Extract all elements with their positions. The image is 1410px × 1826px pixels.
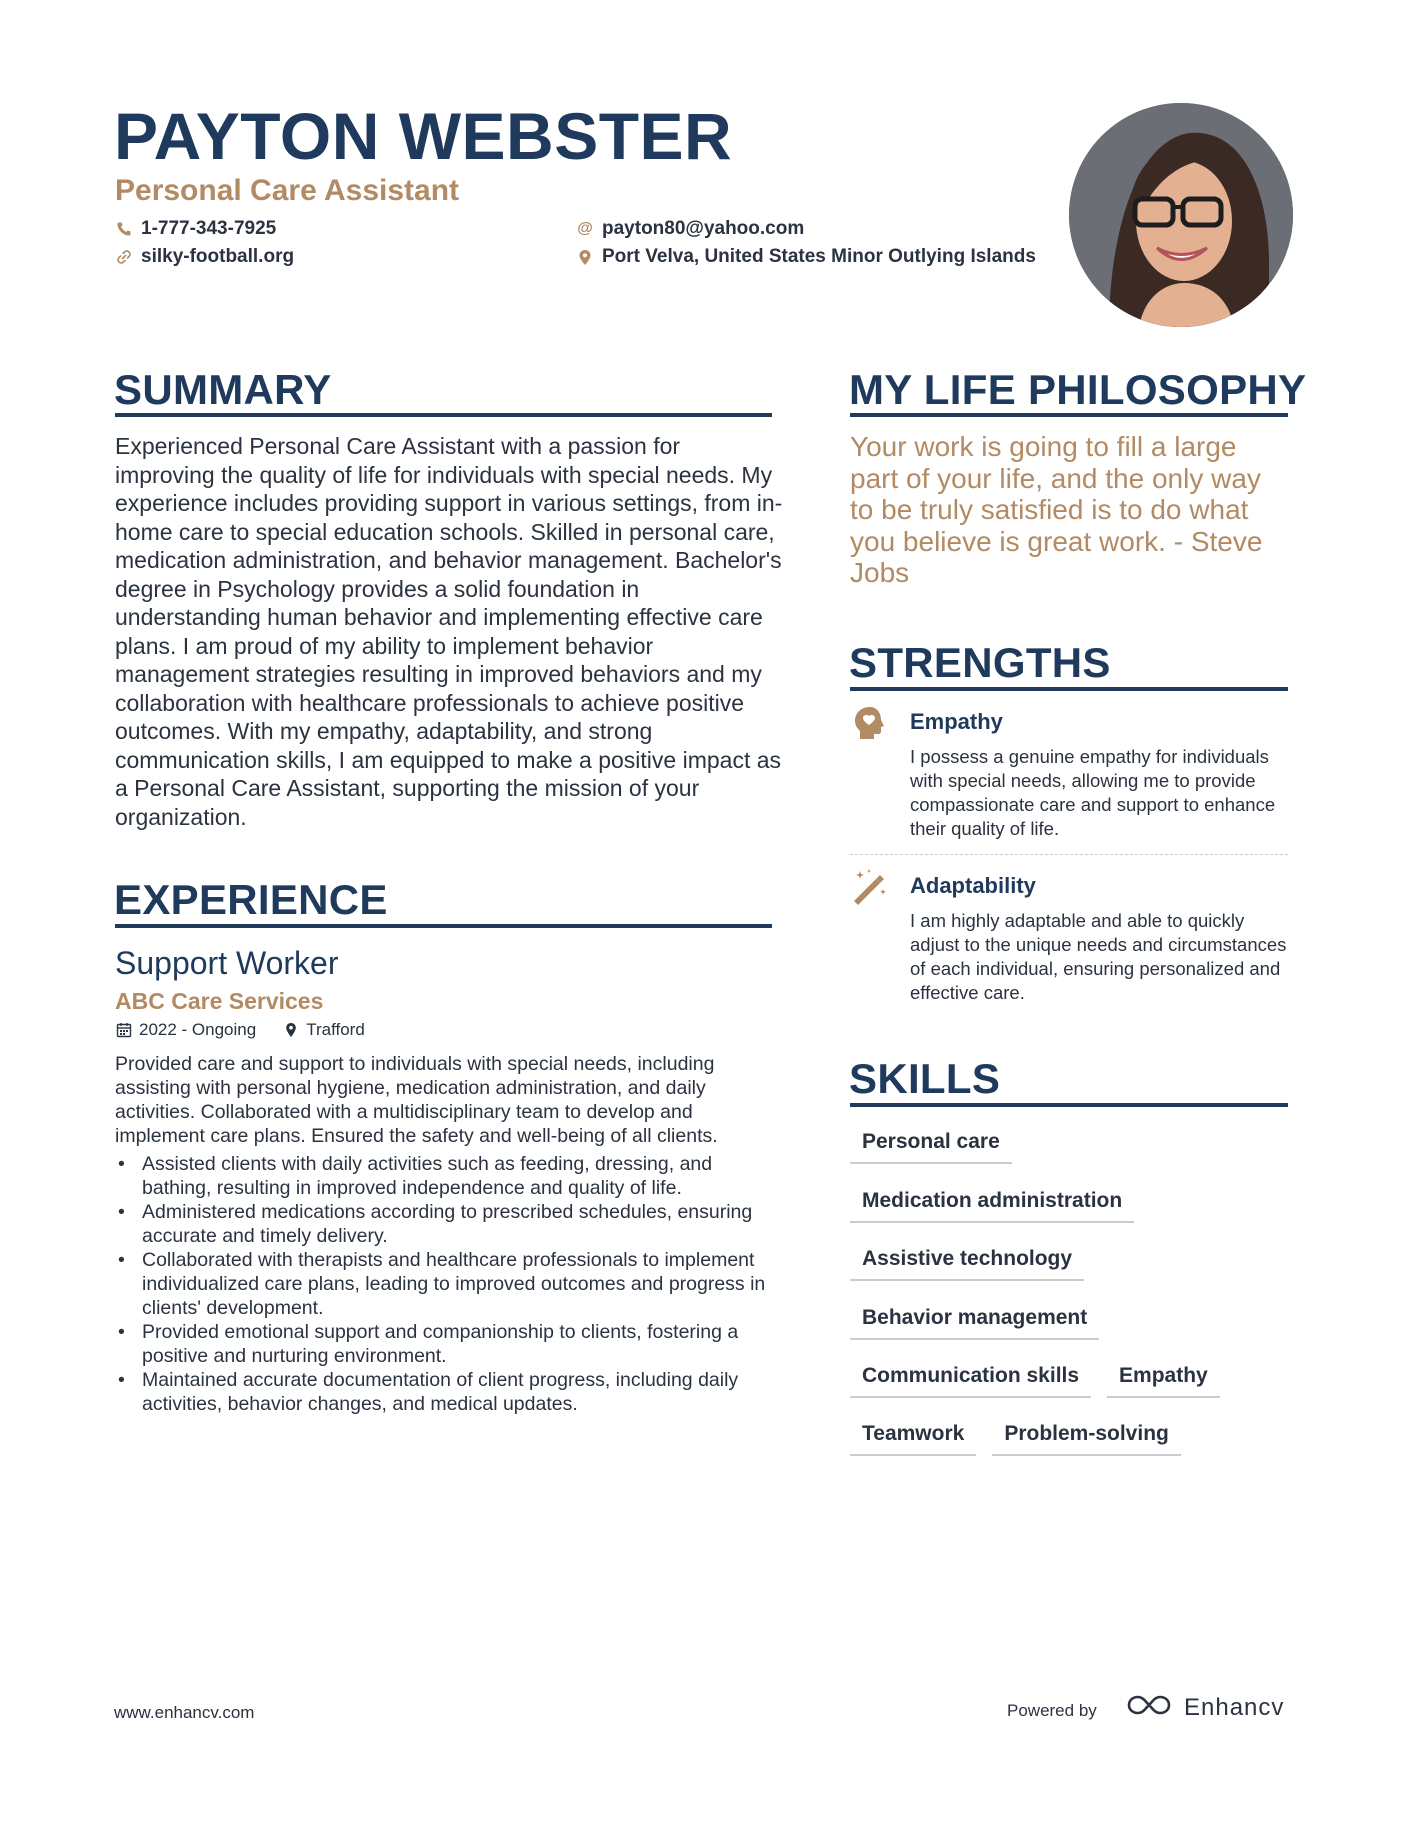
phone-icon (115, 220, 133, 238)
skill-tag: Medication administration (850, 1189, 1134, 1223)
footer-url[interactable]: www.enhancv.com (114, 1703, 255, 1722)
skills-rule (850, 1103, 1288, 1107)
company-name: ABC Care Services (115, 988, 324, 1014)
strength-divider (850, 854, 1288, 855)
email-text[interactable]: payton80@yahoo.com (602, 218, 805, 239)
philosophy-quote: Your work is going to fill a large part of your life, and the only way to be truly satisfied is to do what you believe is great work. - Steve Jobs (850, 431, 1263, 588)
job-title: Support Worker (115, 945, 339, 981)
job-location: Trafford (306, 1020, 365, 1039)
skill-tag: Communication skills (850, 1364, 1091, 1398)
strength-item-adaptability (850, 867, 1290, 1007)
skill-tag: Problem-solving (992, 1422, 1181, 1456)
location-text: Port Velva, United States Minor Outlying Islands (602, 246, 1036, 267)
strength-name: Adaptability (910, 873, 1036, 898)
at-icon: @ (577, 220, 593, 237)
job-dates: 2022 - Ongoing (139, 1020, 257, 1039)
summary-text: Experienced Personal Care Assistant with a passion for improving the quality of life for individuals with special needs. My experience includes providing support in various settings, from in-home care to special education schools. Skilled in personal care, medication administration, and behavior management. Bachelor's degree in Psychology provides a solid foundation in understanding human behavior and implementing effective care plans. I am proud of my ability to implement behavior management strategies resulting in improved behaviors and my collaboration with healthcare professionals to achieve positive outcomes. With my empathy, adaptability, and strong communication skills, I am equipped to make a positive impact as a Personal Care Assistant, supporting the mission of your organization. (115, 433, 783, 830)
location-pin-icon (282, 1021, 300, 1039)
strengths-heading: STRENGTHS (849, 639, 1111, 686)
summary-rule (115, 413, 772, 417)
link-icon (115, 248, 133, 266)
philosophy-rule (850, 413, 1288, 417)
list-item: • Provided emotional support and companionship to clients, fostering a positive and nurturing environment. (115, 1320, 783, 1368)
calendar-icon (115, 1021, 133, 1039)
experience-heading: EXPERIENCE (114, 876, 388, 923)
phone-text[interactable]: 1-777-343-7925 (141, 218, 277, 239)
list-item: • Maintained accurate documentation of client progress, including daily activities, behavior changes, and medical updates. (115, 1368, 783, 1416)
skill-tag: Empathy (1107, 1364, 1220, 1398)
magic-wand-icon (850, 867, 890, 907)
powered-by-label: Powered by (1007, 1701, 1097, 1720)
skill-tag: Personal care (850, 1130, 1012, 1164)
skill-tag: Teamwork (850, 1422, 976, 1456)
experience-rule (115, 924, 772, 928)
philosophy-heading: MY LIFE PHILOSOPHY (849, 366, 1307, 413)
candidate-title: Personal Care Assistant (115, 174, 460, 207)
list-item: • Assisted clients with daily activities such as feeding, dressing, and bathing, resulting in improved independence and quality of life. (115, 1152, 783, 1200)
enhancv-logo-icon (1126, 1693, 1172, 1722)
website-text[interactable]: silky-football.org (141, 246, 295, 267)
contact-website (115, 246, 294, 268)
skill-tag: Behavior management (850, 1306, 1099, 1340)
list-item: • Collaborated with therapists and healthcare professionals to implement individualized care plans, leading to improved outcomes and progress in clients' development. (115, 1248, 783, 1320)
skills-heading: SKILLS (849, 1055, 1001, 1102)
job-description: Provided care and support to individuals with special needs, including assisting with personal hygiene, medication administration, and daily activities. Collaborated with a multidisciplinary team to develop and implement care plans. Ensured the safety and well-being of all clients. (115, 1053, 718, 1147)
head-heart-icon (850, 703, 890, 743)
strength-description: I am highly adaptable and able to quickly adjust to the unique needs and circumstances of each individual, ensuring personalized and effective care. (910, 910, 1287, 1003)
brand-logo[interactable] (1126, 1693, 1284, 1722)
brand-name: Enhancv (1184, 1693, 1285, 1721)
candidate-name: PAYTON WEBSTER (114, 99, 733, 173)
profile-photo (1069, 103, 1293, 327)
strength-description: I possess a genuine empathy for individuals with special needs, allowing me to provide compassionate care and support to enhance their quality of life. (910, 746, 1276, 839)
skill-tag: Assistive technology (850, 1247, 1084, 1281)
contact-phone (115, 218, 276, 240)
strength-name: Empathy (910, 709, 1003, 734)
summary-heading: SUMMARY (114, 366, 332, 413)
job-bullets (115, 1152, 783, 1416)
location-pin-icon (576, 248, 594, 266)
list-item: • Administered medications according to prescribed schedules, ensuring accurate and timely delivery. (115, 1200, 783, 1248)
contact-email (576, 218, 804, 240)
job-meta (115, 1020, 365, 1040)
contact-location (576, 246, 1036, 268)
strengths-rule (850, 687, 1288, 691)
strength-item-empathy (850, 703, 1290, 843)
